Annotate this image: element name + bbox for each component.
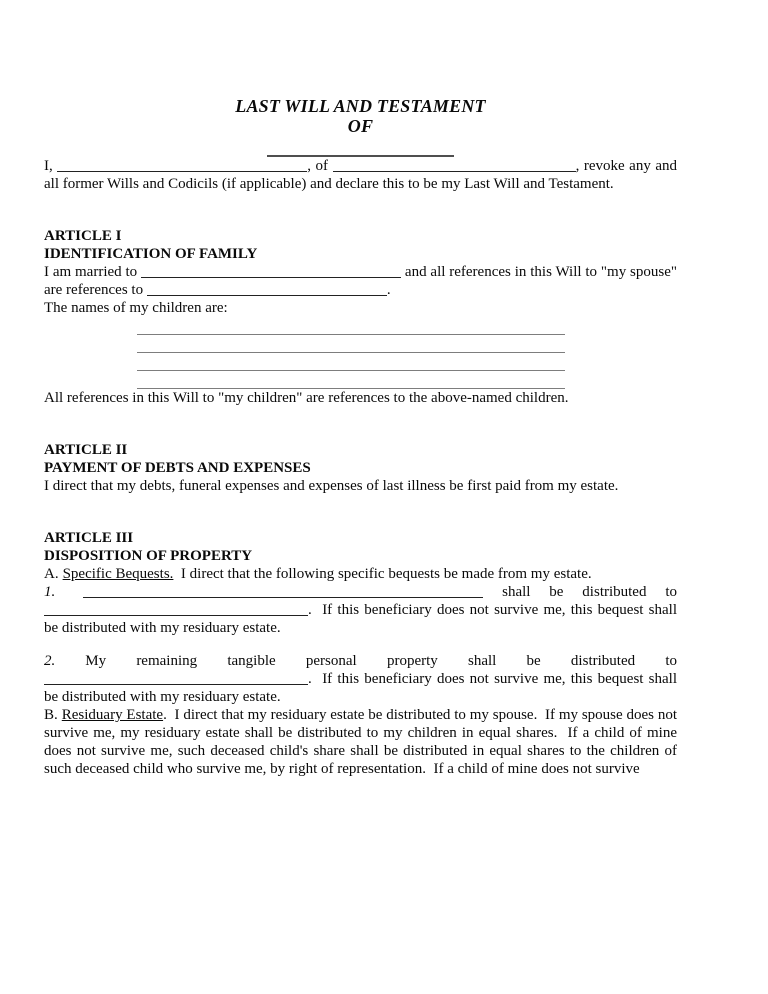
- marriage-text-1: I am married to: [44, 264, 138, 280]
- debts-paragraph: I direct that my debts, funeral expenses and expenses of last illness be first paid from my estate.: [44, 478, 619, 494]
- article-3-number: ARTICLE III: [44, 530, 134, 546]
- article-2-heading: [44, 441, 677, 477]
- section-a-label: A.: [44, 566, 59, 582]
- item-2-text-1: My remaining tangible personal property shall be distributed to: [85, 653, 677, 669]
- child-name-line-4[interactable]: [137, 371, 565, 389]
- will-title-of: OF: [347, 116, 374, 136]
- residuary-estate-text: . I direct that my residuary estate be distributed to my spouse. If my spouse does not survive me, my residuary estate shall be distributed to my children in equal shares. If a child of mine does not survive me, such deceased child's share shall be distributed in equal shares to the children of such deceased child who survive me, by right of representation. If a child of mine does not survive: [44, 707, 677, 777]
- bequest-1-description-blank[interactable]: [83, 584, 483, 598]
- testator-name-blank[interactable]: [57, 158, 307, 172]
- children-reference-note: All references in this Will to "my children" are references to the above-named children.: [44, 390, 569, 406]
- opening-text-2: , of: [307, 158, 329, 174]
- article-1-title: IDENTIFICATION OF FAMILY: [44, 246, 258, 262]
- article-3-title: DISPOSITION OF PROPERTY: [44, 548, 253, 564]
- item-2-number: 2.: [44, 653, 56, 669]
- bequest-1-beneficiary-blank[interactable]: [44, 602, 308, 616]
- spouse-name-blank[interactable]: [141, 264, 401, 278]
- article-1-heading: [44, 227, 677, 263]
- section-b-label: B.: [44, 707, 58, 723]
- will-title: LAST WILL AND TESTAMENT: [235, 96, 486, 116]
- testator-residence-blank[interactable]: [333, 158, 576, 172]
- residuary-estate-title: Residuary Estate: [61, 707, 164, 723]
- item-1-text-1: shall be distributed to: [502, 584, 677, 600]
- children-names-intro: The names of my children are:: [44, 300, 228, 316]
- item-2-text-2: . If this beneficiary does not survive me, this bequest shall be distributed with my residuary estate.: [44, 671, 677, 705]
- child-name-line-1[interactable]: [137, 317, 565, 335]
- specific-bequests-text: I direct that the following specific bequests be made from my estate.: [177, 566, 592, 582]
- opening-text-3: , revoke any and all former Wills and Codicils (if applicable) and declare this to be my Last Will and Testament.: [44, 158, 678, 192]
- opening-text-1: I,: [44, 158, 53, 174]
- child-name-line-2[interactable]: [137, 335, 565, 353]
- article-2-number: ARTICLE II: [44, 442, 128, 458]
- child-name-line-3[interactable]: [137, 353, 565, 371]
- bequest-item-2: [44, 652, 677, 706]
- specific-bequests-intro: [44, 565, 677, 583]
- spouse-reference-blank[interactable]: [147, 282, 387, 296]
- bequest-2-beneficiary-blank[interactable]: [44, 671, 308, 685]
- article-3-heading: [44, 529, 677, 565]
- item-1-text-2: . If this beneficiary does not survive me, this bequest shall be distributed with my residuary estate.: [44, 602, 677, 636]
- marriage-text-3: .: [386, 282, 391, 298]
- article-1-number: ARTICLE I: [44, 228, 122, 244]
- opening-paragraph: [44, 157, 677, 193]
- marriage-paragraph: [44, 263, 677, 299]
- will-title-block: [44, 96, 677, 136]
- residuary-estate-paragraph: [44, 706, 677, 778]
- specific-bequests-title: Specific Bequests.: [62, 566, 174, 582]
- bequest-item-1: [44, 583, 677, 637]
- item-1-number: 1.: [44, 584, 56, 600]
- article-2-title: PAYMENT OF DEBTS AND EXPENSES: [44, 460, 311, 476]
- marriage-text-2: and all references in this Will to "my spouse" are references to: [44, 264, 678, 298]
